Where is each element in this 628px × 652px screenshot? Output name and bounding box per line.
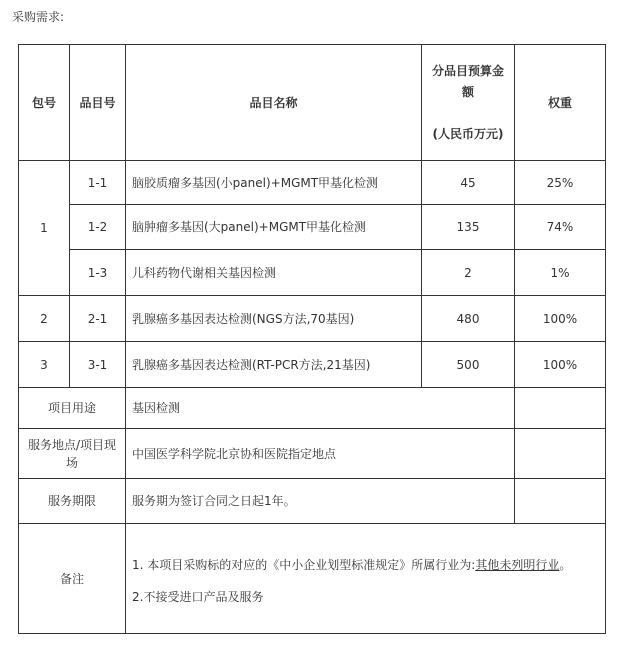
industry-underlined: 其他未列明行业 <box>475 557 560 572</box>
package-cell: 3 <box>19 342 70 388</box>
item-name-cell: 儿科药物代谢相关基因检测 <box>126 250 422 296</box>
location-label: 服务地点/项目现场 <box>19 429 126 479</box>
period-label: 服务期限 <box>19 479 126 524</box>
procurement-table <box>18 44 606 634</box>
remark-line-1 <box>132 556 599 574</box>
table-row <box>19 250 606 296</box>
weight-cell: 25% <box>515 161 606 205</box>
header-budget-unit: (人民币万元) <box>432 126 504 141</box>
info-row-remark <box>19 524 606 634</box>
budget-cell: 135 <box>422 205 515 250</box>
budget-cell: 45 <box>422 161 515 205</box>
weight-cell: 74% <box>515 205 606 250</box>
table-row <box>19 161 606 205</box>
empty-cell <box>515 388 606 429</box>
item-no-cell: 2-1 <box>70 296 126 342</box>
use-label: 项目用途 <box>19 388 126 429</box>
info-row-location <box>19 429 606 479</box>
item-no-cell: 1-1 <box>70 161 126 205</box>
table-row <box>19 342 606 388</box>
header-budget <box>422 45 515 161</box>
budget-cell: 2 <box>422 250 515 296</box>
location-value: 中国医学科学院北京协和医院指定地点 <box>126 429 515 479</box>
budget-cell: 500 <box>422 342 515 388</box>
budget-cell: 480 <box>422 296 515 342</box>
header-item-name: 品目名称 <box>126 45 422 161</box>
weight-cell: 100% <box>515 296 606 342</box>
table-row <box>19 296 606 342</box>
package-cell: 1 <box>19 161 70 296</box>
package-cell: 2 <box>19 296 70 342</box>
table-row <box>19 205 606 250</box>
header-item-no: 品目号 <box>70 45 126 161</box>
remark-value <box>126 524 606 634</box>
section-intro: 采购需求: <box>12 10 65 24</box>
weight-cell: 100% <box>515 342 606 388</box>
item-no-cell: 1-3 <box>70 250 126 296</box>
remark-label: 备注 <box>19 524 126 634</box>
info-row-period <box>19 479 606 524</box>
remark-line-2: 2.不接受进口产品及服务 <box>132 589 264 604</box>
empty-cell <box>515 479 606 524</box>
item-name-cell: 乳腺癌多基因表达检测(RT-PCR方法,21基因) <box>126 342 422 388</box>
item-no-cell: 3-1 <box>70 342 126 388</box>
header-weight: 权重 <box>515 45 606 161</box>
period-value: 服务期为签订合同之日起1年。 <box>126 479 515 524</box>
weight-cell: 1% <box>515 250 606 296</box>
item-name-cell: 乳腺癌多基因表达检测(NGS方法,70基因) <box>126 296 422 342</box>
remark-1-prefix: 1. 本项目采购标的对应的《中小企业划型标准规定》所属行业为: <box>132 557 476 572</box>
header-row <box>19 45 606 161</box>
item-name-cell: 脑胶质瘤多基因(小panel)+MGMT甲基化检测 <box>126 161 422 205</box>
remark-1-suffix: 。 <box>559 557 572 572</box>
info-row-use <box>19 388 606 429</box>
item-no-cell: 1-2 <box>70 205 126 250</box>
header-budget-label: 分品目预算金额 <box>431 63 504 99</box>
use-value: 基因检测 <box>126 388 515 429</box>
empty-cell <box>515 429 606 479</box>
header-package: 包号 <box>19 45 70 161</box>
item-name-cell: 脑肿瘤多基因(大panel)+MGMT甲基化检测 <box>126 205 422 250</box>
